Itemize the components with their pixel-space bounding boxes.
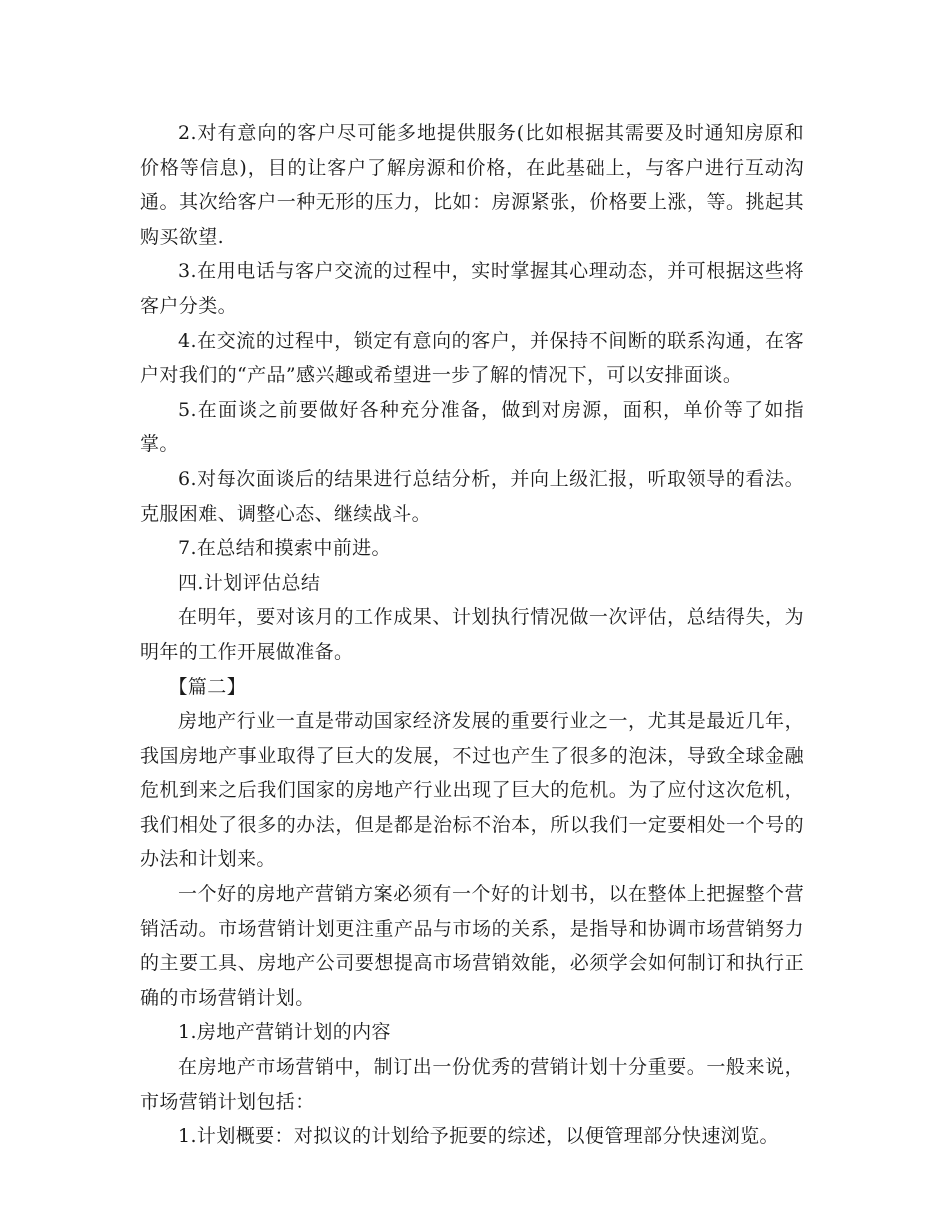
paragraph-industry-intro: 房地产行业一直是带动国家经济发展的重要行业之一，尤其是最近几年，我国房地产事业取得了巨大的发展，不过也产生了很多的泡沫，导致全球金融危机到来之后我们国家的房地产行业出现了巨大的危机。为了应付这次危机，我们相处了很多的办法，但是都是治标不治本，所以我们一定要相处一个号的办法和计划来。 bbox=[140, 710, 804, 871]
paragraph-item-7: 7.在总结和摸索中前进。 bbox=[178, 537, 391, 560]
paragraph-item-5: 5.在面谈之前要做好各种充分准备，做到对房源，面积，单价等了如指掌。 bbox=[140, 398, 804, 456]
paragraph-item-4: 4.在交流的过程中，锁定有意向的客户，并保持不间断的联系沟通，在客户对我们的“产品”感兴趣或希望进一步了解的情况下，可以安排面谈。 bbox=[140, 329, 804, 387]
subheading-plan-content: 1.房地产营销计划的内容 bbox=[178, 1021, 391, 1044]
paragraph-plan-importance: 在房地产市场营销中，制订出一份优秀的营销计划十分重要。一般来说，市场营销计划包括： bbox=[140, 1056, 804, 1113]
section-heading-plan-evaluation: 四.计划评估总结 bbox=[178, 571, 321, 594]
paragraph-evaluation: 在明年，要对该月的工作成果、计划执行情况做一次评估，总结得失，为明年的工作开展做准备。 bbox=[140, 606, 804, 663]
paragraph-item-2: 2.对有意向的客户尽可能多地提供服务(比如根据其需要及时通知房原和价格等信息)，目的让客户了解房源和价格，在此基础上，与客户进行互动沟通。其次给客户一种无形的压力，比如：房源紧张，价格要上涨，等。挑起其购买欲望. bbox=[140, 122, 804, 248]
paragraph-plan-summary: 1.计划概要：对拟议的计划给予扼要的综述，以便管理部分快速浏览。 bbox=[178, 1125, 779, 1148]
document-body bbox=[140, 116, 804, 1154]
paragraph-item-6: 6.对每次面谈后的结果进行总结分析，并向上级汇报，听取领导的看法。克服困难、调整心态、继续战斗。 bbox=[140, 467, 804, 525]
paragraph-marketing-plan: 一个好的房地产营销方案必须有一个好的计划书，以在整体上把握整个营销活动。市场营销计划更注重产品与市场的关系，是指导和协调市场营销努力的主要工具、房地产公司要想提高市场营销效能，必须学会如何制订和执行正确的市场营销计划。 bbox=[140, 883, 804, 1009]
section-heading-part-two: 【篇二】 bbox=[168, 675, 247, 698]
paragraph-item-3: 3.在用电话与客户交流的过程中，实时掌握其心理动态，并可根据这些将客户分类。 bbox=[140, 260, 804, 317]
